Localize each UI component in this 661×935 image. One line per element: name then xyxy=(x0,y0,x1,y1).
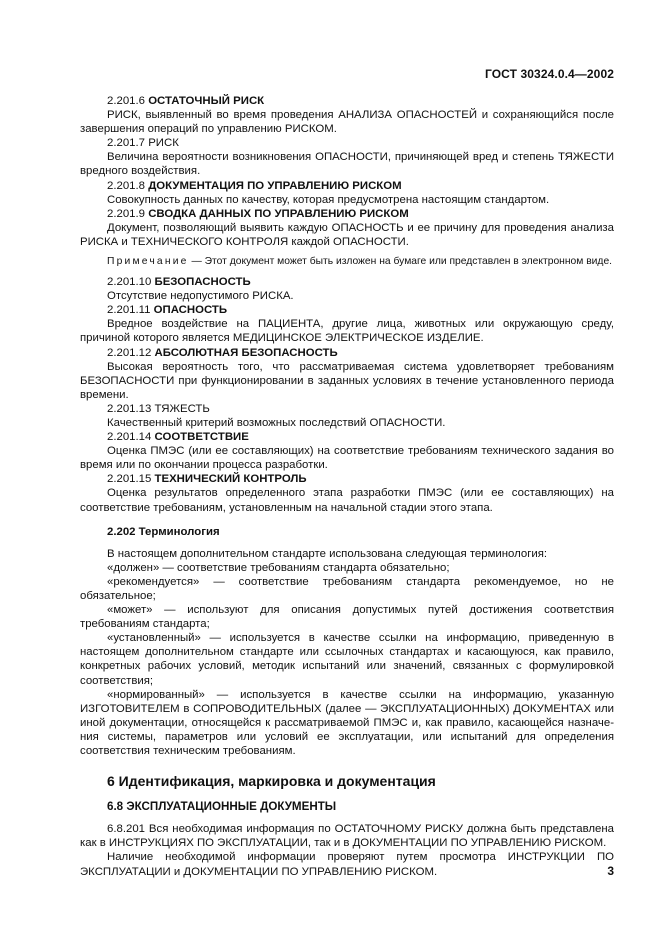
definition-text: Оценка ПМЭС (или ее составляющих) на соответствие требованиям технического задания во время или по окончании процесса разработки. xyxy=(80,445,614,472)
definition-text: Величина вероятности возникновения ОПАСНОСТИ, причиняющей вред и степень ТЯЖЕСТИ вредного воздействия. xyxy=(80,151,614,178)
terminology-item: «может» — используют для описания допустимых путей достижения соответствия требованиям стандарта; xyxy=(80,604,614,631)
definition-term: РИСК xyxy=(148,137,179,150)
definition-term: ОСТАТОЧНЫЙ РИСК xyxy=(148,95,265,107)
definition-number: 2.201.6 xyxy=(107,95,146,107)
definition-term: СВОДКА ДАННЫХ ПО УПРАВЛЕНИЮ РИСКОМ xyxy=(148,207,409,220)
definition-number: 2.201.10 xyxy=(107,276,152,289)
definition-text: Совокупность данных по качеству, которая предусмотрена настоящим стандартом. xyxy=(107,193,550,206)
definition-term: ДОКУМЕНТАЦИЯ ПО УПРАВЛЕНИЮ РИСКОМ xyxy=(148,179,402,192)
definition-text: Высокая вероятность того, что рассматриваемая система удовлетворяет требованиям БЕЗОПАСНОСТИ при функционировании в заданных условиях в течение установленного периода времени. xyxy=(80,360,614,401)
definition-number: 2.201.13 xyxy=(107,402,152,415)
definition-term: БЕЗОПАСНОСТЬ xyxy=(154,276,251,289)
document-body xyxy=(80,94,614,879)
definition-2-201-8 xyxy=(80,179,614,207)
definition-2-201-6 xyxy=(80,94,614,136)
terminology-item: «должен» — соответствие требованиям стандарта обязательно; xyxy=(107,561,450,574)
definition-text: Качественный критерий возможных последствий ОПАСНОСТИ. xyxy=(107,416,446,429)
section-heading-terminology: 2.202 Терминология xyxy=(107,525,220,538)
document-code-header: ГОСТ 30324.0.4—2002 xyxy=(485,67,614,81)
paragraph-verification: Наличие необходимой информации проверяют путем просмотра ИНСТРУКЦИИ ПО ЭКСПЛУАТАЦИИ и ДОКУМЕНТАЦИИ ПО УПРАВЛЕНИЮ РИСКОМ. xyxy=(80,851,614,878)
definition-number: 2.201.15 xyxy=(107,473,152,486)
section-6-8-text xyxy=(80,822,614,878)
definition-number: 2.201.14 xyxy=(107,431,152,444)
definition-term: ОПАСНОСТЬ xyxy=(153,304,228,317)
definition-number: 2.201.8 xyxy=(107,179,146,192)
definition-text: РИСК, выявленный во время проведения АНАЛИЗА ОПАСНОСТЕЙ и сохраняющийся после завершения операций по управлению РИСКОМ. xyxy=(80,109,614,136)
definition-2-201-15 xyxy=(80,472,614,514)
definition-text: Документ, позволяющий выявить каждую ОПАСНОСТЬ и ее причину для проведения анализа РИСКА и ТЕХНИЧЕСКОГО КОНТРОЛЯ каждой ОПАСНОСТИ. xyxy=(80,221,614,248)
definition-term: АБСОЛЮТНАЯ БЕЗОПАСНОСТЬ xyxy=(154,346,338,359)
note-label: Примечание xyxy=(107,256,189,268)
definition-text: Вредное воздействие на ПАЦИЕНТА, другие лица, животных или окружающую среду, причиной которого является МЕДИЦИНСКОЕ ЭЛЕКТРИЧЕСКОЕ ИЗДЕЛИЕ. xyxy=(80,318,614,345)
terminology-item: «установленный» — используется в качестве ссылки на информацию, приведенную в настоящем дополнительном стандарте или ссылочных стандартах и касающуюся, как правило, конкретных рабочих условий, методик испытаний или значений, связанных с формулировкой соответствия; xyxy=(80,632,614,687)
terminology-item: «нормированный» — используется в качестве ссылки на информацию, указанную ИЗГОТОВИТЕЛЕМ в СОПРОВОДИТЕЛЬНЫХ (далее — ЭКСПЛУАТАЦИОННЫХ) ДОКУМЕНТАХ или иной документации, относящейся к рассматриваемой ПМЭС и, как правило, касающейся назначе-ния системы, параметров или условий ее эксплуатации, или испытаний для определения соответствия техническим требованиям. xyxy=(80,688,614,758)
definition-term: ТЯЖЕСТЬ xyxy=(154,402,210,415)
definition-number: 2.201.12 xyxy=(107,346,152,359)
definition-term: СООТВЕТСТВИЕ xyxy=(154,431,249,444)
definition-2-201-13 xyxy=(80,402,614,430)
definition-2-201-14 xyxy=(80,430,614,472)
page-number: 3 xyxy=(607,864,614,878)
note-text: — Этот документ может быть изложен на бумаге или представлен в электронном виде. xyxy=(191,256,613,268)
terminology-intro: В настоящем дополнительном стандарте использована следующая терминология: xyxy=(107,547,548,560)
subsection-heading-6-8: 6.8 ЭКСПЛУАТАЦИОННЫЕ ДОКУМЕНТЫ xyxy=(107,800,337,814)
definition-number: 2.201.7 xyxy=(107,137,146,150)
paragraph-6-8-201: 6.8.201 Вся необходимая информация по ОСТАТОЧНОМУ РИСКУ должна быть представлена как в ИНСТРУКЦИЯХ ПО ЭКСПЛУАТАЦИИ, так и в ДОКУМЕНТАЦИИ ПО УПРАВЛЕНИЮ РИСКОМ. xyxy=(80,823,614,850)
definition-text: Отсутствие недопустимого РИСКА. xyxy=(107,290,294,303)
terminology-item: «рекомендуется» — соответствие требованиям стандарта рекомендуемое, но не обязательное; xyxy=(80,575,614,602)
definition-number: 2.201.9 xyxy=(107,207,146,220)
note-paragraph xyxy=(80,255,614,269)
section-heading-6: 6 Идентификация, маркировка и документация xyxy=(107,773,436,790)
definition-term: ТЕХНИЧЕСКИЙ КОНТРОЛЬ xyxy=(154,473,307,486)
definition-2-201-12 xyxy=(80,346,614,402)
terminology-block xyxy=(80,547,614,758)
definition-2-201-7 xyxy=(80,136,614,178)
definition-number: 2.201.11 xyxy=(107,304,151,317)
definition-2-201-11 xyxy=(80,303,614,345)
definition-2-201-10 xyxy=(80,275,614,303)
definition-2-201-9 xyxy=(80,207,614,249)
definition-text: Оценка результатов определенного этапа разработки ПМЭС (или ее составляющих) на соответствие требованиям, установленным на начальной стадии этого этапа. xyxy=(80,487,614,514)
